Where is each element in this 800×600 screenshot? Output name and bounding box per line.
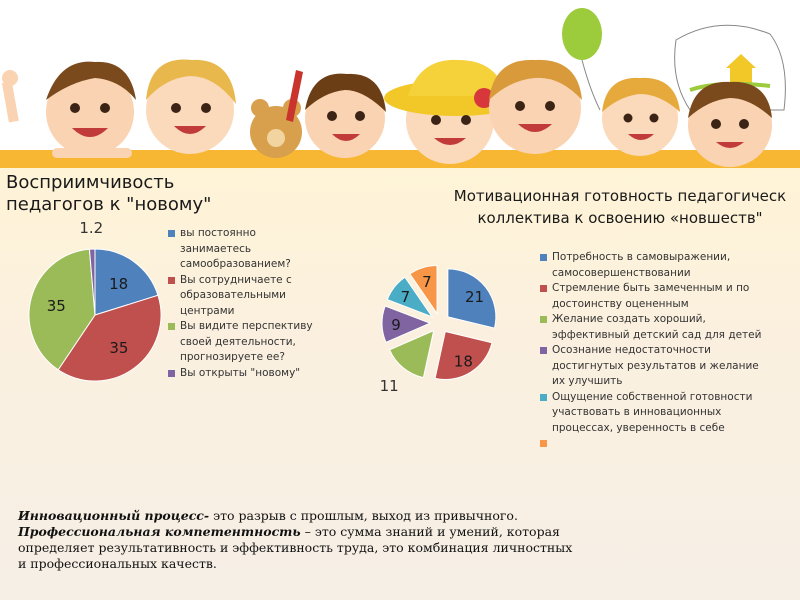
left-legend-item-3 [168,366,328,382]
right-legend-item-0 [540,250,795,281]
child-6-figure [602,78,680,156]
child-5-figure [489,60,582,154]
left-legend-item-2 [168,319,328,366]
left-legend-item-0 [168,226,328,273]
left-legend-label-1: Вы сотрудничаете с образовательными центрами [180,273,292,317]
right-pie-slice-label-3: 9 [391,315,401,334]
definitions-text [18,508,578,572]
left-pie-slice-label-1: 35 [109,339,129,358]
child-3-figure [305,74,386,158]
left-legend-swatch-0 [168,230,175,237]
term-innovation-process: Инновационный процесс- [18,508,210,523]
left-legend-label-3: Вы открыты "новому" [180,366,301,379]
right-legend-swatch-0 [540,254,547,261]
left-pie-slice-label-0: 18 [109,274,129,293]
definition-innovation-process: это разрыв с прошлым, выход из привычного. [209,508,518,523]
right-legend-item-2 [540,312,795,343]
right-chart-title-line-2: коллектива к освоению «новшеств" [477,209,763,227]
left-legend-label-2: Вы видите перспективу своей деятельности, прогнозируете ее? [180,320,313,363]
left-legend-item-1 [168,273,328,320]
children-illustration [0,0,800,175]
right-legend-swatch-4 [540,394,547,401]
left-legend-swatch-1 [168,277,175,284]
right-pie-slice-label-4: 7 [400,287,411,306]
left-pie-chart [0,219,180,405]
right-chart-title [440,185,800,229]
left-chart-title: Восприимчивость педагогов к "новому" [6,172,212,215]
right-chart-title-line-1: Мотивационная готовность педагогическ [453,187,787,205]
child-2-figure [146,60,236,155]
right-legend-swatch-3 [540,347,547,354]
left-pie-slice-label-3: 1.2 [79,219,104,238]
child-1-figure [2,62,136,158]
right-legend-item-5 [540,436,795,448]
right-legend-item-1 [540,281,795,312]
left-legend-swatch-3 [168,370,175,377]
left-legend [168,226,328,381]
left-legend-swatch-2 [168,323,175,330]
left-pie-slice-label-2: 35 [46,296,66,315]
right-legend-label-2: Желание создать хороший, эффективный детский сад для детей [552,313,762,341]
right-legend-swatch-2 [540,316,547,323]
right-pie-chart [360,245,540,415]
right-legend-item-3 [540,343,795,390]
right-legend-item-4 [540,390,795,437]
right-legend-swatch-1 [540,285,547,292]
right-pie-slice-label-2: 11 [379,376,399,395]
right-legend-swatch-5 [540,440,547,447]
right-legend-label-1: Стремление быть замеченным и по достоинству оцененным [552,282,750,310]
right-legend-label-0: Потребность в самовыражении, самосовершенствовании [552,251,731,279]
child-7-figure [688,82,772,167]
term-professional-competence: Профессиональная компетентность [18,524,301,539]
right-pie-slice-label-1: 18 [453,352,473,371]
right-legend [540,250,795,448]
left-legend-label-0: вы постоянно занимаетесь самообразованием? [180,227,291,270]
right-pie-slice-label-5: 7 [422,272,432,291]
definition-professional-competence: – это сумма знаний и умений, которая определяет результативность и эффективность труда, это комбинация личностных и профессиональных качеств. [18,524,573,571]
right-pie-slice-label-0: 21 [465,287,485,306]
right-legend-label-4: Ощущение собственной готовности участвовать в инновационных процессах, уверенность в себе [552,390,753,434]
right-legend-label-3: Осознание недостаточности достигнутых результатов и желание их улучшить [552,344,759,387]
teddy-bear-figure [250,70,303,158]
